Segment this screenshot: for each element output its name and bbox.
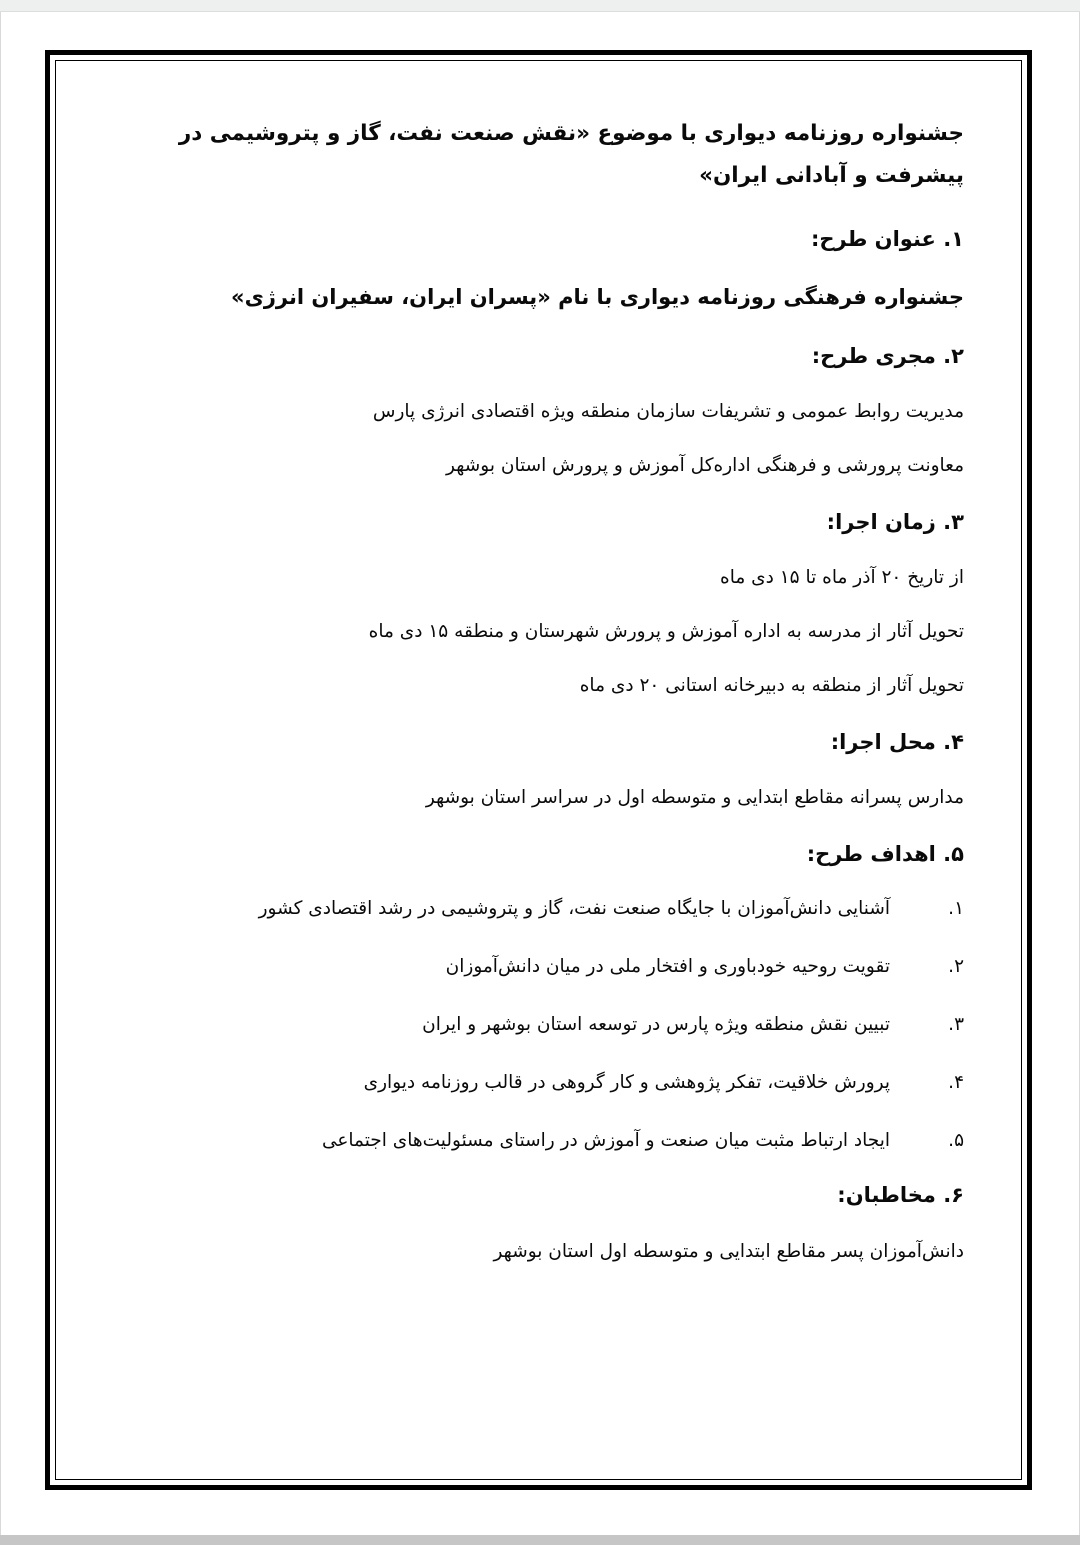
section-heading-audience: ۶. مخاطبان: <box>837 1183 964 1208</box>
viewport-bottom-strip <box>0 1535 1080 1545</box>
goal-marker: ۲. <box>948 956 964 978</box>
goal-text: آشنایی دانش‌آموزان با جایگاه صنعت نفت، گاز و پتروشیمی در رشد اقتصادی کشور <box>258 898 890 920</box>
document-content <box>56 61 1021 1479</box>
goal-marker: ۵. <box>948 1129 964 1151</box>
page-edge-left <box>0 12 1 1535</box>
goal-item <box>113 1070 964 1097</box>
viewport-top-strip <box>0 0 1080 12</box>
section-heading-goals: ۵. اهداف طرح: <box>806 841 964 866</box>
document-border-outer <box>45 50 1032 1490</box>
goal-item <box>113 1012 964 1039</box>
section-heading-title: ۱. عنوان طرح: <box>810 226 964 251</box>
executor-line-2: معاونت پرورشی و فرهنگی اداره‌کل آموزش و پرورش استان بوشهر <box>446 455 964 477</box>
schedule-line-2: تحویل آثار از مدرسه به اداره آموزش و پرورش شهرستان و منطقه ۱۵ دی ماه <box>368 621 964 643</box>
venue-line-1: مدارس پسرانه مقاطع ابتدایی و متوسطه اول در سراسر استان بوشهر <box>425 787 964 809</box>
document-border-inner <box>55 60 1022 1480</box>
section-heading-schedule: ۳. زمان اجرا: <box>826 509 964 534</box>
goal-item <box>113 896 964 923</box>
audience-line-1: دانش‌آموزان پسر مقاطع ابتدایی و متوسطه اول استان بوشهر <box>493 1240 964 1262</box>
goal-marker: ۴. <box>948 1071 964 1093</box>
project-name-line: جشنواره فرهنگی روزنامه دیواری با نام «پسران ایران، سفیران انرژی» <box>231 285 964 310</box>
document-title: جشنواره روزنامه دیواری با موضوع «نقش صنعت نفت، گاز و پتروشیمی در پیشرفت و آبادانی ایران» <box>178 121 964 188</box>
goal-item <box>113 954 964 981</box>
goal-text: ایجاد ارتباط مثبت میان صنعت و آموزش در راستای مسئولیت‌های اجتماعی <box>321 1129 890 1151</box>
goal-text: پرورش خلاقیت، تفکر پژوهشی و کار گروهی در قالب روزنامه دیواری <box>363 1071 890 1093</box>
goals-list <box>113 896 964 1154</box>
section-heading-venue: ۴. محل اجرا: <box>830 729 964 754</box>
goal-marker: ۱. <box>948 898 964 920</box>
schedule-line-3: تحویل آثار از منطقه به دبیرخانه استانی ۲۰ دی ماه <box>579 674 964 696</box>
goal-text: تقویت روحیه خودباوری و افتخار ملی در میان دانش‌آموزان <box>445 956 890 978</box>
goal-text: تبیین نقش منطقه ویژه پارس در توسعه استان بوشهر و ایران <box>422 1013 890 1035</box>
schedule-line-1: از تاریخ ۲۰ آذر ماه تا ۱۵ دی ماه <box>720 567 964 589</box>
executor-line-1: مدیریت روابط عمومی و تشریفات سازمان منطقه ویژه اقتصادی انرژی پارس <box>372 401 964 423</box>
section-heading-executor: ۲. مجری طرح: <box>811 343 964 368</box>
goal-item <box>113 1128 964 1155</box>
goal-marker: ۳. <box>948 1013 964 1035</box>
